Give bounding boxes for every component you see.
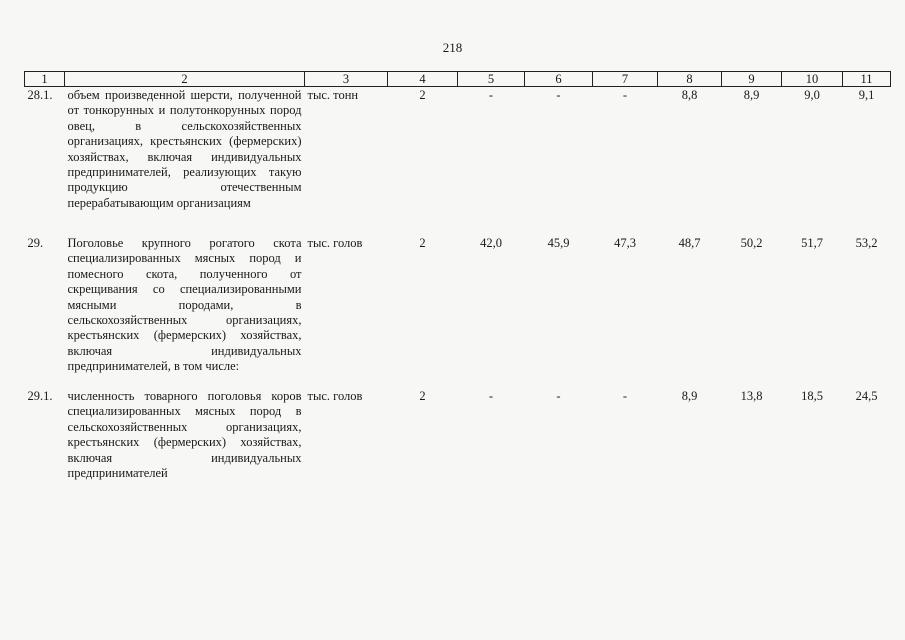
cell-value: 24,5 — [855, 389, 878, 403]
column-header: 1 — [25, 72, 65, 87]
row-description: Поголовье крупного рогатого скота специализированных мясных пород и помесного скота, полученного от скрещивания со специализированными мясными породами, в сельскохозяйственных организациях, крестьянских (фермерских) хозяйствах, включая индивидуальных предпринимателей, в том числе: — [67, 236, 302, 374]
cell-value: 8,8 — [681, 88, 698, 102]
cell-value: 51,7 — [801, 236, 823, 250]
column-header: 6 — [525, 72, 593, 87]
row-number: 28.1. — [27, 88, 53, 102]
cell-value: 8,9 — [681, 389, 698, 403]
cell-value: 47,3 — [614, 236, 636, 250]
cell-value: 2 — [419, 389, 426, 403]
cell-value: 9,0 — [804, 88, 820, 102]
cell-value: - — [622, 88, 628, 102]
cell-value: 2 — [419, 88, 426, 102]
cell-value: - — [622, 389, 628, 403]
row-number: 29. — [27, 236, 44, 250]
table-row — [25, 87, 891, 235]
cell-value: - — [556, 88, 561, 102]
cell-value: 53,2 — [855, 236, 878, 250]
row-unit: тыс. голов — [307, 236, 363, 250]
column-header: 11 — [843, 72, 891, 87]
cell-value: 2 — [419, 236, 426, 250]
cell-value: - — [488, 88, 494, 102]
column-header: 5 — [458, 72, 525, 87]
row-unit: тыс. тонн — [307, 88, 359, 102]
row-description: численность товарного поголовья коров специализированных мясных пород в сельскохозяйственных организациях, крестьянских (фермерских) хозяйствах, включая индивидуальных предпринимателей — [67, 389, 302, 481]
cell-value: 50,2 — [740, 236, 763, 250]
row-number: 29.1. — [27, 389, 53, 403]
cell-value: - — [488, 389, 494, 403]
column-header: 2 — [65, 72, 305, 87]
cell-value: 18,5 — [801, 389, 823, 403]
table-row — [25, 387, 891, 481]
cell-value: 13,8 — [740, 389, 763, 403]
column-header: 7 — [593, 72, 658, 87]
column-number-header — [25, 72, 891, 87]
cell-value: 42,0 — [480, 236, 502, 250]
indicator-table — [24, 71, 891, 481]
cell-value: 8,9 — [743, 88, 760, 102]
column-header: 8 — [658, 72, 722, 87]
column-header: 10 — [782, 72, 843, 87]
table-row — [25, 234, 891, 387]
cell-value: 48,7 — [678, 236, 701, 250]
column-header: 3 — [305, 72, 388, 87]
column-header: 4 — [388, 72, 458, 87]
row-unit: тыс. голов — [307, 389, 363, 403]
cell-value: 9,1 — [858, 88, 875, 102]
row-description: объем произведенной шерсти, полученной от тонкорунных и полутонкорунных пород овец, в сельскохозяйственных организациях, крестьянских (фермерских) хозяйствах, включая индивидуальных предпринимателей, реализующих такую продукцию отечественным перерабатывающим организациям — [67, 88, 302, 210]
cell-value: 45,9 — [547, 236, 570, 250]
page-number: 218 — [442, 40, 463, 55]
cell-value: - — [556, 389, 561, 403]
column-header: 9 — [722, 72, 782, 87]
